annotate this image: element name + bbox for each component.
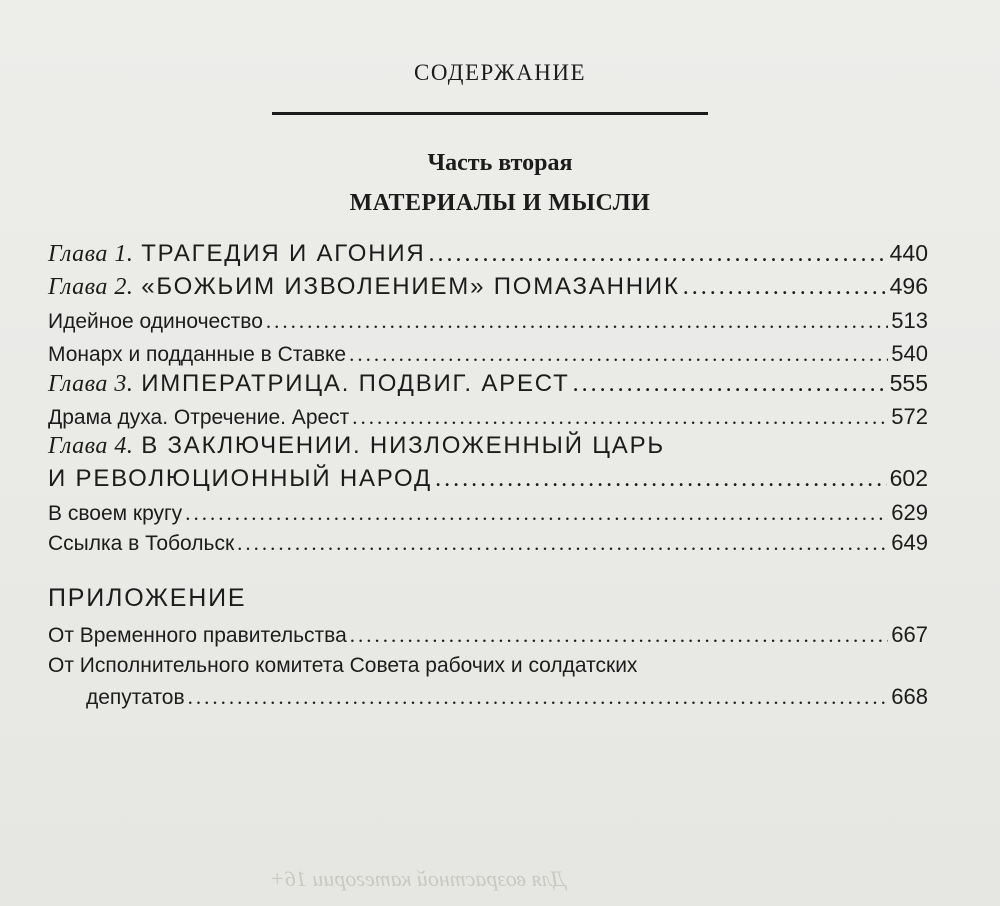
page-number: 513 bbox=[891, 308, 928, 333]
toc-entry-chapter-4-line-2[interactable] bbox=[48, 465, 928, 493]
section-title: Монарх и подданные в Ставке bbox=[48, 343, 347, 366]
dot-leader bbox=[683, 274, 887, 301]
page-number: 629 bbox=[891, 500, 928, 525]
section-title: От Временного правительства bbox=[48, 624, 347, 647]
toc-entry-chapter-1[interactable] bbox=[48, 240, 928, 268]
part-title: МАТЕРИАЛЫ И МЫСЛИ bbox=[349, 190, 651, 216]
page-number: 602 bbox=[889, 465, 928, 491]
dot-leader bbox=[352, 405, 888, 430]
chapter-title: ТРАГЕДИЯ И АГОНИЯ bbox=[141, 240, 426, 267]
chapter-title: ИМПЕРАТРИЦА. ПОДВИГ. АРЕСТ bbox=[141, 370, 570, 397]
section-title-continuation: депутатов bbox=[86, 686, 185, 709]
dot-leader bbox=[435, 466, 887, 493]
part-label: Часть вторая bbox=[427, 150, 573, 176]
page-number: 496 bbox=[889, 273, 928, 299]
chapter-prefix: Глава 1. bbox=[48, 241, 134, 267]
page-number: 667 bbox=[891, 622, 928, 647]
chapter-title: «БОЖЬИМ ИЗВОЛЕНИЕМ» ПОМАЗАННИК bbox=[141, 273, 680, 300]
section-title: Идейное одиночество bbox=[48, 310, 263, 333]
dot-leader bbox=[266, 309, 888, 334]
page-number: 440 bbox=[889, 240, 928, 266]
page-number: 555 bbox=[889, 370, 928, 396]
toc-entry-section[interactable] bbox=[48, 500, 928, 526]
chapter-prefix: Глава 4. bbox=[48, 433, 134, 459]
dot-leader bbox=[188, 685, 889, 710]
toc-entry-chapter-2[interactable] bbox=[48, 273, 928, 301]
toc-entry-section[interactable] bbox=[48, 530, 928, 556]
dot-leader bbox=[350, 623, 889, 648]
page-number: 668 bbox=[891, 684, 928, 709]
age-rating-stamp: Для возрастной категории 16+ bbox=[270, 866, 566, 891]
chapter-prefix: Глава 3. bbox=[48, 371, 134, 397]
dot-leader bbox=[573, 371, 887, 398]
chapter-title: В ЗАКЛЮЧЕНИИ. НИЗЛОЖЕННЫЙ ЦАРЬ bbox=[141, 432, 665, 459]
dot-leader bbox=[429, 241, 887, 268]
section-title: Ссылка в Тобольск bbox=[48, 532, 235, 555]
page-number: 572 bbox=[891, 404, 928, 429]
chapter-prefix: Глава 2. bbox=[48, 274, 134, 300]
section-title: Драма духа. Отречение. Арест bbox=[48, 406, 350, 429]
section-title: От Исполнительного комитета Совета рабочих и солдатских bbox=[48, 654, 638, 677]
dot-leader bbox=[185, 501, 888, 526]
header-rule bbox=[272, 112, 708, 115]
section-title: В своем кругу bbox=[48, 502, 183, 525]
dot-leader bbox=[237, 531, 888, 556]
toc-entry-appendix-line-2[interactable] bbox=[86, 684, 928, 710]
toc-entry-section[interactable] bbox=[48, 404, 928, 430]
chapter-title-continuation: И РЕВОЛЮЦИОННЫЙ НАРОД bbox=[48, 465, 433, 492]
toc-entry-section[interactable] bbox=[48, 308, 928, 334]
toc-entry-appendix[interactable] bbox=[48, 622, 928, 648]
page-number: 649 bbox=[891, 530, 928, 555]
toc-entry-appendix-line-1[interactable] bbox=[48, 654, 637, 678]
dot-leader bbox=[349, 342, 888, 367]
appendix-heading: ПРИЛОЖЕНИЕ bbox=[48, 584, 247, 612]
toc-entry-chapter-4-line-1[interactable] bbox=[48, 432, 665, 460]
toc-entry-chapter-3[interactable] bbox=[48, 370, 928, 398]
page-header: СОДЕРЖАНИЕ bbox=[413, 60, 586, 85]
page-number: 540 bbox=[891, 341, 928, 366]
toc-entry-section[interactable] bbox=[48, 341, 928, 367]
